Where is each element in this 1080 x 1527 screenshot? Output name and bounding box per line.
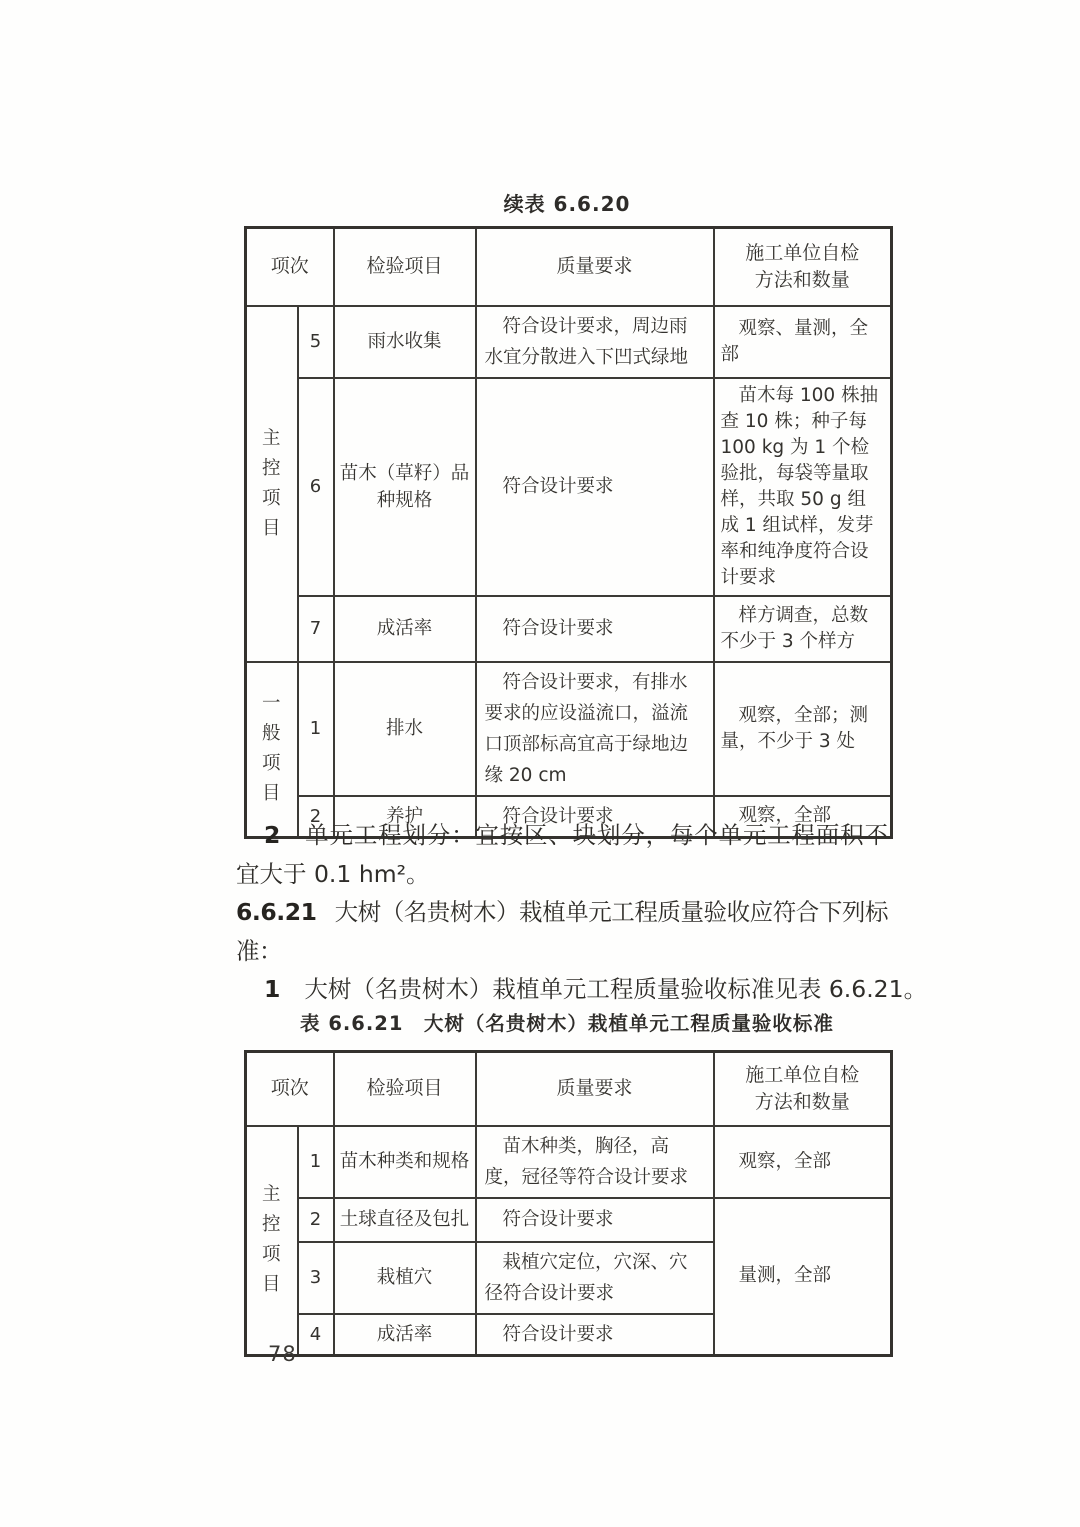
table-row [246,378,892,596]
quality-requirement: 苗木种类，胸径，高度，冠径等符合设计要求 [476,1126,714,1198]
paragraph-number: 2 [264,821,281,849]
category-cell: 一般项目 [246,662,298,838]
table-row [246,596,892,662]
category-cell: 主控项目 [246,1126,298,1356]
quality-requirement: 符合设计要求 [476,796,714,838]
table-header-row [246,228,892,306]
row-number: 3 [298,1242,334,1314]
header-item-no: 项次 [246,1052,334,1126]
inspection-item: 土球直径及包扎 [334,1198,476,1242]
check-method: 样方调查，总数不少于 3 个样方 [714,596,892,662]
category-cell: 主控项目 [246,306,298,662]
quality-requirement: 符合设计要求，有排水要求的应设溢流口，溢流口顶部标高宜高于绿地边缘 20 cm [476,662,714,796]
row-number: 1 [298,662,334,796]
paragraph-item-1 [236,970,928,1009]
table-row [246,662,892,796]
paragraph-number: 1 [264,975,281,1003]
check-method: 量测，全部 [714,1198,892,1356]
table-2-caption: 表 6.6.21 大树（名贵树木）栽植单元工程质量验收标准 [300,1012,834,1035]
check-method: 苗木每 100 株抽查 10 株；种子每 100 kg 为 1 个检验批，每袋等量取样，共取 50 g 组成 1 组试样，发芽率和纯净度符合设计要求 [714,378,892,596]
row-number: 7 [298,596,334,662]
paragraph-text: 大树（名贵树木）栽植单元工程质量验收标准见表 6.6.21。 [304,975,928,1003]
table-6-6-20-continued [244,226,893,839]
paragraph-unit-division [236,816,888,893]
header-self-check-method: 施工单位自检 方法和数量 [714,1052,892,1126]
inspection-item: 养护 [334,796,476,838]
inspection-item: 苗木（草籽）品种规格 [334,378,476,596]
check-method: 观察，全部 [714,796,892,838]
inspection-item: 苗木种类和规格 [334,1126,476,1198]
header-inspection-item: 检验项目 [334,228,476,306]
paragraph-section-6-6-21 [236,893,888,970]
row-number: 6 [298,378,334,596]
quality-requirement: 符合设计要求 [476,1314,714,1356]
quality-requirement: 符合设计要求，周边雨水宜分散进入下凹式绿地 [476,306,714,378]
header-quality-requirement: 质量要求 [476,1052,714,1126]
row-number: 1 [298,1126,334,1198]
quality-requirement: 栽植穴定位，穴深、穴径符合设计要求 [476,1242,714,1314]
table-row [246,1126,892,1198]
check-method: 观察，全部；测量，不少于 3 处 [714,662,892,796]
table-6-6-21 [244,1050,893,1357]
inspection-item: 排水 [334,662,476,796]
body-text [236,816,928,1009]
quality-requirement: 符合设计要求 [476,1198,714,1242]
header-item-no: 项次 [246,228,334,306]
table-1-title: 续表 6.6.20 [503,192,631,216]
inspection-item: 成活率 [334,1314,476,1356]
page-number: 78 [268,1342,297,1366]
quality-requirement: 符合设计要求 [476,596,714,662]
table-row [246,1198,892,1242]
row-number: 4 [298,1314,334,1356]
inspection-item: 雨水收集 [334,306,476,378]
table-header-row [246,1052,892,1126]
quality-requirement: 符合设计要求 [476,378,714,596]
header-inspection-item: 检验项目 [334,1052,476,1126]
row-number: 5 [298,306,334,378]
inspection-item: 栽植穴 [334,1242,476,1314]
header-quality-requirement: 质量要求 [476,228,714,306]
paragraph-text: 单元工程划分：宜按区、块划分，每个单元工程面积不宜大于 0.1 hm²。 [236,821,888,888]
table-row [246,306,892,378]
inspection-item: 成活率 [334,596,476,662]
section-number: 6.6.21 [236,898,317,926]
row-number: 2 [298,1198,334,1242]
check-method: 观察，全部 [714,1126,892,1198]
row-number: 2 [298,796,334,838]
header-self-check-method: 施工单位自检 方法和数量 [714,228,892,306]
check-method: 观察、量测，全部 [714,306,892,378]
paragraph-text: 大树（名贵树木）栽植单元工程质量验收应符合下列标准： [236,898,888,965]
